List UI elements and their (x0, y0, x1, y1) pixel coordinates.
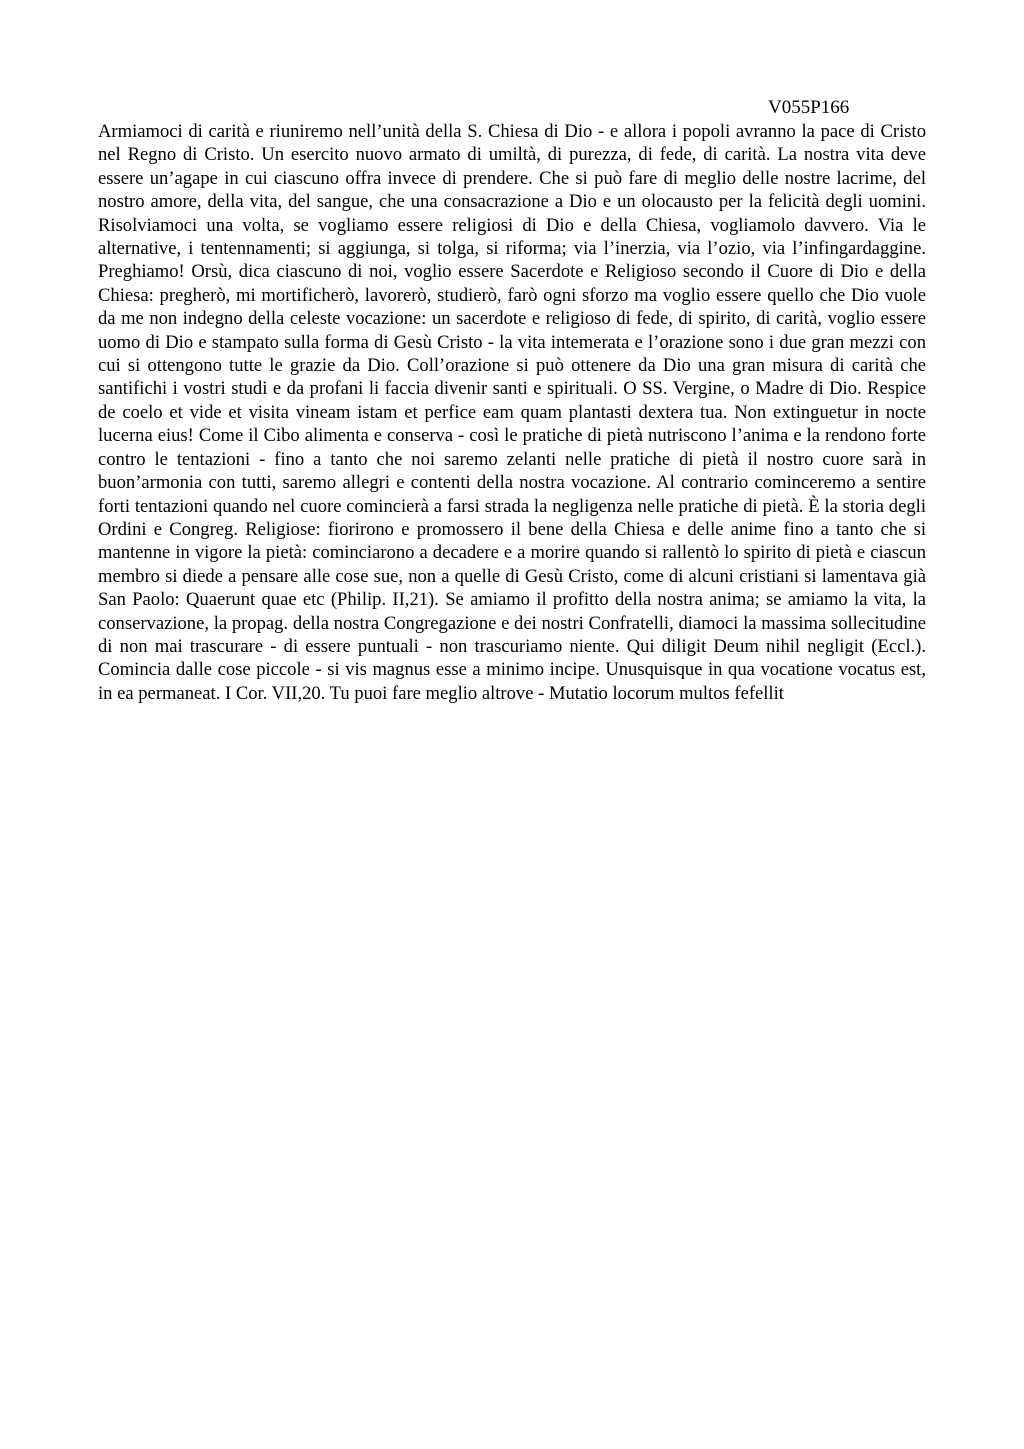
page-code: V055P166 (768, 97, 850, 118)
body-text: Armiamoci di carità e riuniremo nell’unità della S. Chiesa di Dio - e allora i popoli avranno la pace di Cristo nel Regno di Cristo. Un esercito nuovo armato di umiltà, di purezza, di fede, di carità. La nostra vita deve essere un’agape in cui ciascuno offra invece di prendere. Che si può fare di meglio delle nostre lacrime, del nostro amore, della vita, del sangue, che una consacrazione a Dio e un olocausto per la felicità degli uomini. Risolviamoci una volta, se vogliamo essere religiosi di Dio e della Chiesa, vogliamolo davvero. Via le alternative, i tentennamenti; si aggiunga, si tolga, si riforma; via l’inerzia, via l’ozio, via l’infingardaggine. Preghiamo! Orsù, dica ciascuno di noi, voglio essere Sacerdote e Religioso secondo il Cuore di Dio e della Chiesa: pregherò, mi mortificherò, lavorerò, studierò, farò ogni sforzo ma voglio essere quello che Dio vuole da me non indegno della celeste vocazione: un sacerdote e religioso di fede, di spirito, di carità, voglio essere uomo di Dio e stampato sulla forma di Gesù Cristo - la vita intemerata e l’orazione sono i due gran mezzi con cui si ottengono tutte le grazie da Dio. Coll’orazione si può ottenere da Dio una gran misura di carità che santifichi i vostri studi e da profani li faccia divenir santi e spirituali. O SS. Vergine, o Madre di Dio. Respice de coelo et vide et visita vineam istam et perfice eam quam plantasti dextera tua. Non extinguetur in nocte lucerna eius! Come il Cibo alimenta e conserva - così le pratiche di pietà nutriscono l’anima e la rendono forte contro le tentazioni - fino a tanto che noi saremo zelanti nelle pratiche di pietà il nostro cuore sarà in buon’armonia con tutti, saremo allegri e contenti della nostra vocazione. Al contrario cominceremo a sentire forti tentazioni quando nel cuore comincierà a farsi strada la negligenza nelle pratiche di pietà. È la storia degli Ordini e Congreg. Religiose: fiorirono e promossero il bene della Chiesa e delle anime fino a tanto che si mantenne in vigore la pietà: cominciarono a decadere e a morire quando si rallentò lo spirito di pietà e ciascun membro si diede a pensare alle cose sue, non a quelle di Gesù Cristo, come di alcuni cristiani si lamentava già San Paolo: Quaerunt quae etc (Philip. II,21). Se amiamo il profitto della nostra anima; se amiamo la vita, la conservazione, la propag. della nostra Congregazione e dei nostri Confratelli, diamoci la massima sollecitudine di non mai trascurare - di essere puntuali - non trascuriamo niente. Qui diligit Deum nihil negligit (Eccl.). Comincia dalle cose piccole - si vis magnus esse a minimo incipe. Unusquisque in qua vocatione vocatus est, in ea permaneat. I Cor. VII,20. Tu puoi fare meglio altrove - Mutatio locorum multos fefellit (98, 121, 926, 704)
